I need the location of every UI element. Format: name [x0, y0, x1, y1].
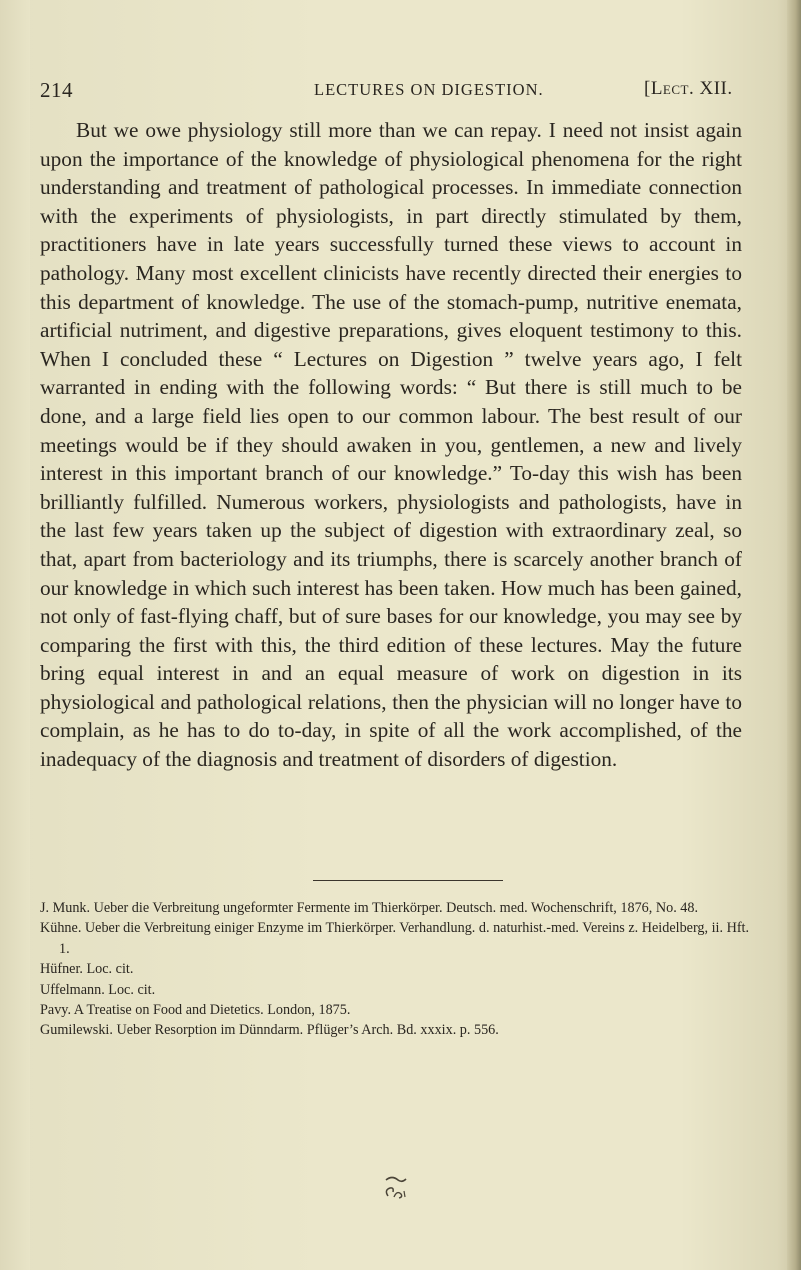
page-gutter-shadow: [0, 0, 30, 1270]
body-paragraph: But we owe physiology still more than we can repay. I need not insist again upon the importance of the knowledge of physiological phenomena for the right understanding and treatment of pathological processes. In immediate connection with the experiments of physiologists, in part directly stimulated by them, practitioners have in late years successfully turned these views to account in pathology. Many most excellent clinicists have recently directed their energies to this department of knowledge. The use of the stomach-pump, nutritive enemata, artificial nutriment, and digestive preparations, gives eloquent testimony to this. When I concluded these “ Lectures on Digestion ” twelve years ago, I felt warranted in ending with the following words: “ But there is still much to be done, and a large field lies open to our common labour. The best result of our meetings would be if they should awaken in you, gentlemen, a new and lively interest in this important branch of our knowledge.” To-day this wish has been brilliantly fulfilled. Numerous workers, physiologists and pathologists, have in the last few years taken up the subject of digestion with extraordinary zeal, so that, apart from bacteriology and its triumphs, there is scarcely another branch of our knowledge in which such interest has been taken. How much has been gained, not only of fast-flying chaff, but of sure bases for our knowledge, you may see by comparing the first with this, the third edition of these lectures. May the future bring equal interest in and an equal measure of work on digestion in its physiological and pathological relations, then the physician will no longer have to complain, as he has to do to-day, in spite of all the work accomplished, of the inadequacy of the diagnosis and treatment of disorders of digestion.: [40, 118, 742, 772]
reference-item: J. Munk. Ueber die Verbreitung ungeformter Fermente im Thierkörper. Deutsch. med. Wochenschrift, 1876, No. 48.: [40, 900, 699, 916]
page-edge-shadow: [787, 0, 801, 1270]
reference-item: Kühne. Ueber die Verbreitung einiger Enzyme im Thierkörper. Verhandlung. d. naturhist.-med. Vereins z. Heidelberg, ii. Hft. 1.: [40, 920, 750, 957]
printer-ornament-icon: [378, 1174, 412, 1202]
reference-item: Hüfner. Loc. cit.: [40, 961, 134, 978]
reference-item: Pavy. A Treatise on Food and Dietetics. London, 1875.: [40, 1002, 351, 1019]
running-title: LECTURES ON DIGESTION.: [314, 80, 544, 99]
reference-item: Gumilewski. Ueber Resorption im Dünndarm. Pflüger’s Arch. Bd. xxxix. p. 556.: [40, 1022, 499, 1039]
lecture-section: [Lect. XII.: [644, 78, 733, 99]
reference-list: [40, 898, 760, 1041]
page-number: 214: [40, 78, 73, 102]
running-header: [40, 78, 740, 108]
reference-item: Uffelmann. Loc. cit.: [40, 981, 156, 998]
footnote-rule: [313, 880, 503, 881]
